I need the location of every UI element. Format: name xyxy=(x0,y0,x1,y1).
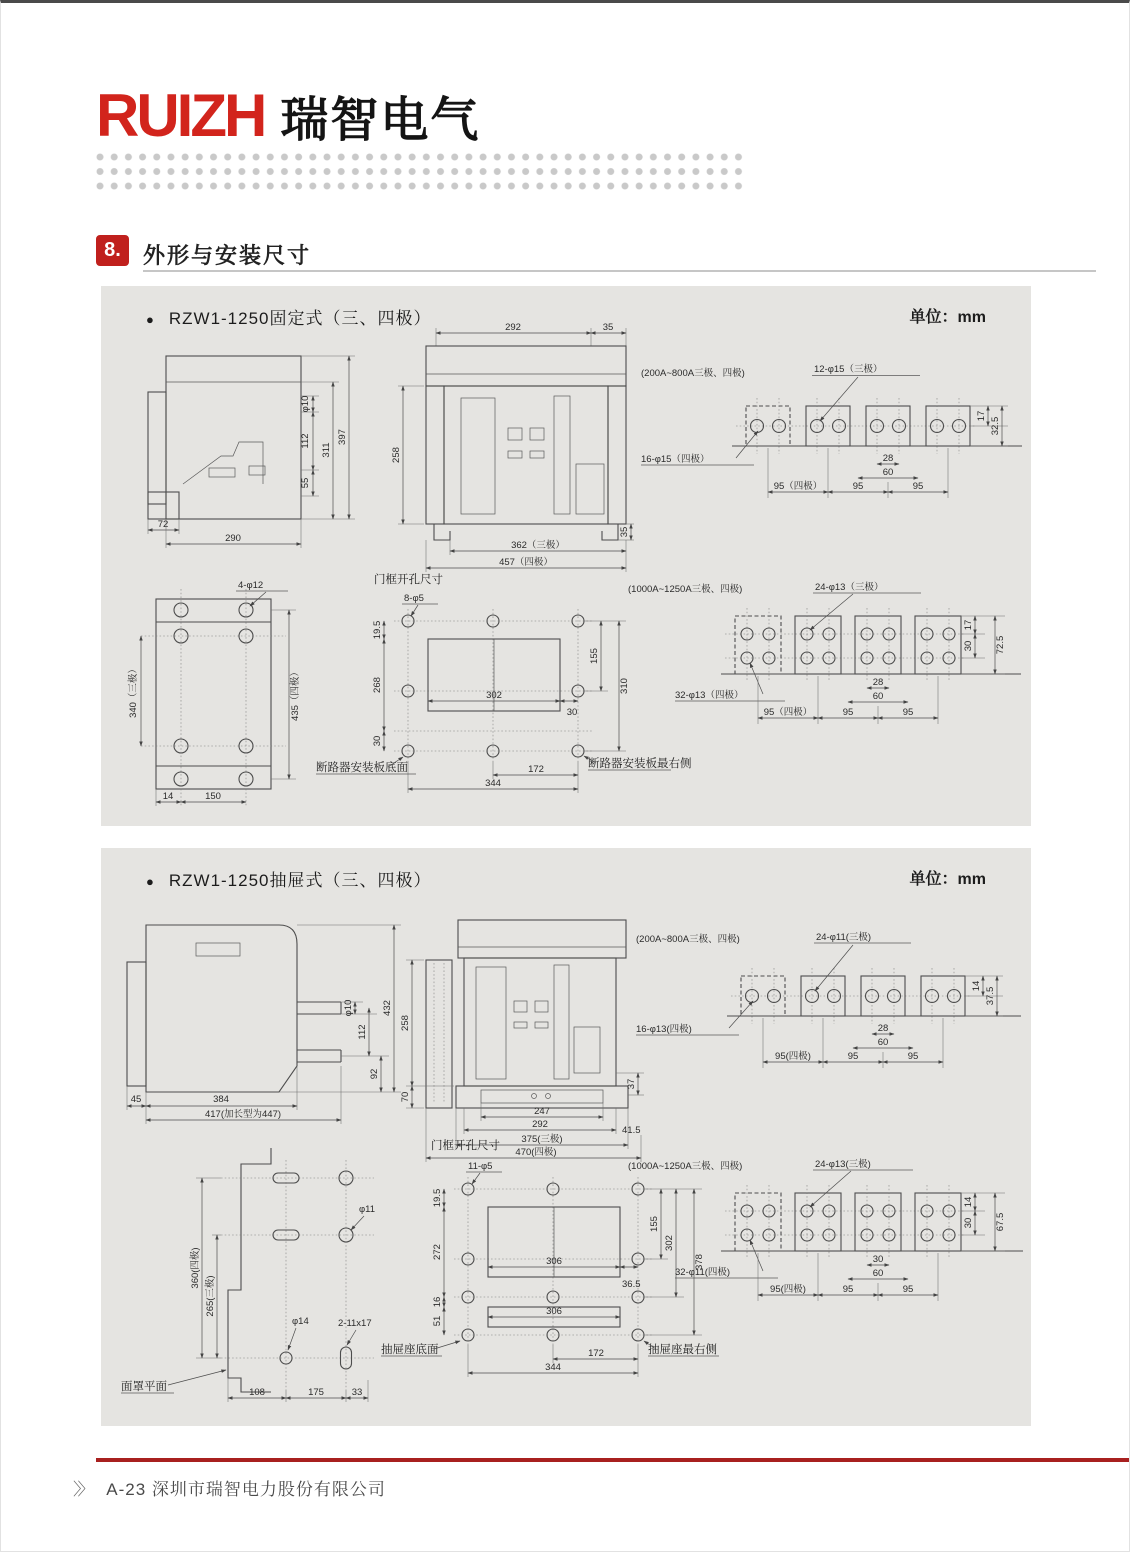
dim-label: 175 xyxy=(308,1387,324,1398)
range-label: (200A~800A三极、四极) xyxy=(636,934,740,945)
dim-label: 28 xyxy=(872,677,884,688)
dim-label: 41.5 xyxy=(622,1125,641,1136)
dim-label: 30 xyxy=(963,640,974,652)
callout-4pole: 16-φ13(四极) xyxy=(636,1024,692,1035)
dim-label: 30 xyxy=(372,735,383,747)
pad-geometry xyxy=(721,608,1021,680)
dim-label: 60 xyxy=(872,691,884,702)
cutout-geometry xyxy=(394,609,592,761)
drawer-bottom-label: 抽屉座底面 xyxy=(381,1344,439,1356)
drawer-cradle-mount-drawing xyxy=(116,1140,396,1408)
dim-label: 36.5 xyxy=(622,1279,641,1290)
fixed-side-view-drawing xyxy=(121,344,371,556)
dim-label: 378 xyxy=(694,1254,705,1270)
dim-label: 95 xyxy=(847,1051,859,1062)
dim-label: 17 xyxy=(963,619,974,631)
outline-geometry xyxy=(426,920,628,1108)
plate-right-label: 断路器安装板最右侧 xyxy=(588,758,692,770)
callout-3pole: 24-φ13(三极) xyxy=(815,1159,871,1170)
dim-label: 95 xyxy=(852,481,864,492)
dim-label: 258 xyxy=(400,1015,411,1031)
dim-label: 268 xyxy=(372,677,383,693)
callout-3pole: 24-φ11(三极) xyxy=(816,932,872,943)
panel1-title: ● RZW1-1250固定式（三、四极） xyxy=(146,309,432,328)
dim-label: 112 xyxy=(300,433,311,449)
dim-label: φ10 xyxy=(300,395,311,413)
dim-label: 397 xyxy=(337,429,348,445)
face-plane-label: 面罩平面 xyxy=(121,1381,167,1393)
dim-label: 32.5 xyxy=(990,416,1001,436)
callout-3pole: 24-φ13（三极） xyxy=(815,582,884,593)
footer xyxy=(73,1475,386,1500)
dim-label: 108 xyxy=(249,1387,265,1398)
outline-geometry xyxy=(426,328,626,540)
dim-label: 417(加长型为447) xyxy=(204,1109,282,1120)
drawing-title: 门框开孔尺寸 xyxy=(431,1140,500,1152)
dim-label: 360(四极) xyxy=(190,1247,201,1289)
dim-label: 30 xyxy=(566,707,578,718)
dim-label: 95 xyxy=(842,1284,854,1295)
dim-label: 51 xyxy=(432,1315,443,1327)
dim-label: 470(四极) xyxy=(515,1147,557,1158)
dim-label: 457（四极） xyxy=(499,557,553,568)
dim-label: 95 xyxy=(912,481,924,492)
range-label: (200A~800A三极、四极) xyxy=(641,368,745,379)
drawer-front-view-drawing xyxy=(396,905,646,1163)
dim-label: 19.5 xyxy=(432,1188,443,1208)
dim-label: 112 xyxy=(357,1024,368,1040)
dim-label: 72 xyxy=(157,519,169,530)
dim-label: 344 xyxy=(485,778,501,789)
dim-label: 155 xyxy=(649,1216,660,1232)
dim-label: 265(三极) xyxy=(205,1275,216,1317)
dim-label: 292 xyxy=(505,322,521,333)
dim-label: 340（三极） xyxy=(128,664,139,718)
dim-label: 95(四极) xyxy=(770,1284,806,1295)
dim-label: 35 xyxy=(619,526,630,538)
dim-label: 28 xyxy=(877,1023,889,1034)
dim-label: 16 xyxy=(432,1296,443,1308)
dim-label: 344 xyxy=(545,1362,561,1373)
dim-label: 30 xyxy=(872,1254,884,1265)
dim-label: 60 xyxy=(877,1037,889,1048)
panel2-title: ● RZW1-1250抽屉式（三、四极） xyxy=(146,871,432,890)
panel2-unit: 单位：mm xyxy=(909,871,986,888)
dim-label: 311 xyxy=(321,442,332,458)
section-title: 外形与安装尺寸 xyxy=(143,243,312,268)
dim-label: 95（四极） xyxy=(773,481,823,492)
callouts-dimensions xyxy=(121,1178,375,1402)
section-underline xyxy=(143,270,1096,272)
company-name: 瑞智电气 xyxy=(280,94,481,147)
dim-label: 37.5 xyxy=(985,986,996,1006)
bullet-icon: ● xyxy=(146,874,155,889)
dot-pattern-decoration xyxy=(96,153,748,195)
footer-marker-icon: 〉〉 xyxy=(73,1480,91,1499)
panel1-unit: 单位：mm xyxy=(909,309,986,326)
dimensions xyxy=(391,322,634,572)
hole-callout: 4-φ12 xyxy=(238,580,264,591)
dim-label: 435（四极） xyxy=(290,667,301,721)
fixed-mounting-plate-drawing xyxy=(116,574,331,819)
dim-label: 95 xyxy=(842,707,854,718)
dim-label: 247 xyxy=(534,1106,550,1117)
callout-3pole: 12-φ15（三极） xyxy=(814,364,883,375)
callout-4pole: 32-φ11(四极) xyxy=(675,1267,731,1278)
dim-label: 172 xyxy=(528,764,544,775)
dim-label: 272 xyxy=(432,1244,443,1260)
dim-label: 33 xyxy=(351,1387,363,1398)
hole-callout: 8-φ5 xyxy=(404,593,424,604)
dim-label: 55 xyxy=(300,477,311,489)
drawing-title: 门框开孔尺寸 xyxy=(374,574,443,586)
bullet-icon: ● xyxy=(146,312,155,327)
dim-label: 95 xyxy=(907,1051,919,1062)
dim-label: 45 xyxy=(130,1094,142,1105)
company-logo: RUIZH xyxy=(96,82,265,149)
dim-label: 17 xyxy=(976,410,987,422)
outline-geometry xyxy=(127,925,401,1092)
dim-label: 306 xyxy=(546,1256,562,1267)
page-number: A-23 xyxy=(106,1480,147,1499)
dim-label: 302 xyxy=(664,1235,675,1251)
dim-label: 302 xyxy=(486,690,502,701)
fixed-terminals-1000-1250-drawing xyxy=(623,576,1028,731)
dimensions xyxy=(400,960,644,1162)
outline-geometry xyxy=(221,1148,374,1392)
dim-label: 306 xyxy=(546,1306,562,1317)
dim-label: 362（三极） xyxy=(511,540,565,551)
dim-label: 60 xyxy=(882,467,894,478)
dim-label: 258 xyxy=(391,447,402,463)
callouts-dimensions xyxy=(127,580,301,806)
fixed-front-view-drawing xyxy=(386,322,636,577)
dim-label: 150 xyxy=(205,791,221,802)
callout-4pole: 16-φ15（四极） xyxy=(641,454,710,465)
dim-label: 70 xyxy=(400,1091,411,1103)
dim-label: 432 xyxy=(382,1000,393,1016)
pad-geometry xyxy=(721,1185,1023,1257)
dim-label: 35 xyxy=(602,322,614,333)
plate-geometry xyxy=(141,589,286,806)
fixed-terminals-200-800-drawing xyxy=(636,358,1026,510)
drawer-side-view-drawing xyxy=(111,910,401,1128)
range-label: (1000A~1250A三极、四极) xyxy=(628,1161,743,1172)
dim-label: 28 xyxy=(882,453,894,464)
company-footer-name: 深圳市瑞智电力股份有限公司 xyxy=(151,1480,386,1499)
drawer-type-panel xyxy=(101,848,1031,1426)
hole-callout: 11-φ5 xyxy=(468,1161,493,1172)
dim-label: 30 xyxy=(963,1217,974,1229)
dim-label: 72.5 xyxy=(995,635,1006,655)
drawer-terminals-1000-1250-drawing xyxy=(623,1153,1031,1311)
dim-label: 19.5 xyxy=(372,620,383,640)
fixed-type-panel xyxy=(101,286,1031,826)
dim-label: 60 xyxy=(872,1268,884,1279)
dim-label: 95（四极） xyxy=(763,707,813,718)
dim-label: 14 xyxy=(971,980,982,992)
dim-label: 290 xyxy=(225,533,241,544)
dim-label: 67.5 xyxy=(995,1212,1006,1232)
hole-callout: φ11 xyxy=(359,1204,376,1215)
section-number-badge: 8. xyxy=(96,235,129,266)
drawer-terminals-200-800-drawing xyxy=(631,924,1026,1086)
header xyxy=(96,81,480,150)
drawer-right-label: 抽屉座最右侧 xyxy=(648,1344,717,1356)
dim-label: φ10 xyxy=(343,999,354,1017)
plate-bottom-label: 断路器安装板底面 xyxy=(316,762,408,774)
dim-label: 37 xyxy=(626,1078,637,1090)
hole-callout: φ14 xyxy=(292,1316,309,1327)
outline-geometry xyxy=(148,356,355,519)
dim-label: 95 xyxy=(902,1284,914,1295)
dim-label: 384 xyxy=(213,1094,229,1105)
dim-label: 310 xyxy=(619,678,630,694)
dim-label: 375(三极) xyxy=(521,1134,563,1145)
dim-label: 14 xyxy=(162,791,174,802)
dim-label: 95(四极) xyxy=(775,1051,811,1062)
dim-label: 292 xyxy=(532,1119,548,1130)
callouts-dimensions xyxy=(641,363,1008,498)
dim-label: 155 xyxy=(589,648,600,664)
dimensions xyxy=(127,925,394,1124)
dim-label: 95 xyxy=(902,707,914,718)
callout-4pole: 32-φ13（四极） xyxy=(675,690,744,701)
footer-red-rule xyxy=(96,1458,1129,1462)
dim-label: 14 xyxy=(963,1196,974,1208)
dim-label: 92 xyxy=(369,1068,380,1080)
dim-label: 172 xyxy=(588,1348,604,1359)
slot-callout: 2-11x17 xyxy=(338,1318,372,1329)
range-label: (1000A~1250A三极、四极) xyxy=(628,584,743,595)
